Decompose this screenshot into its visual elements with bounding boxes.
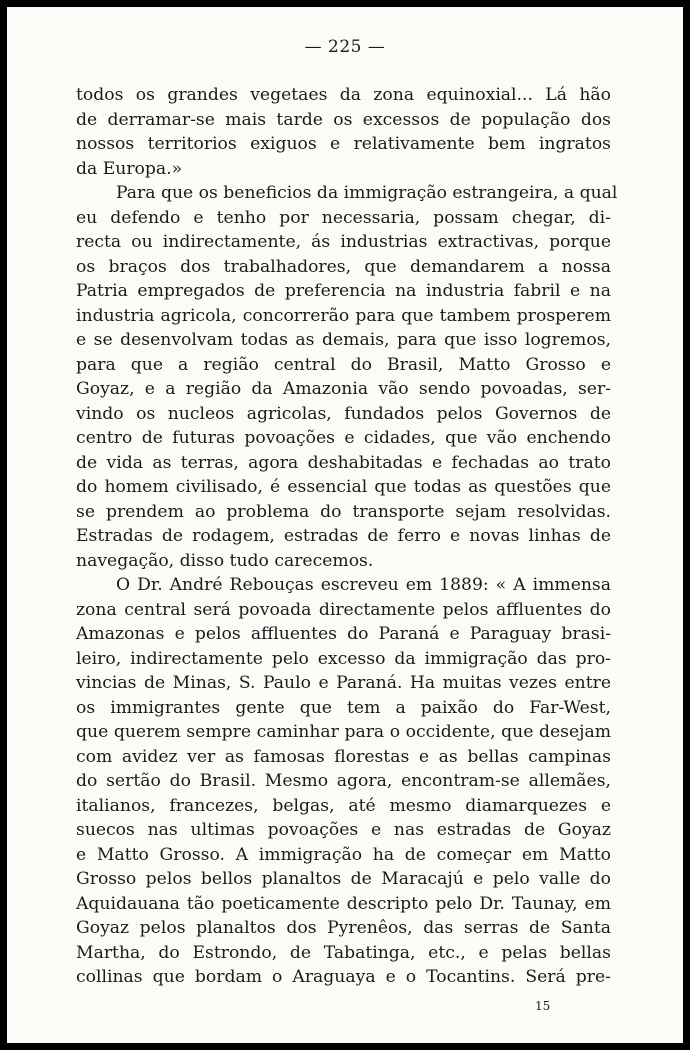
text-line: nossos territorios exiguos e relativamente bem ingratos bbox=[76, 134, 611, 154]
text-line: da Europa.» bbox=[76, 158, 183, 179]
text-line: Grosso pelos bellos planaltos de Maracajú e pelo valle do bbox=[76, 869, 611, 889]
text-line: Para que os beneficios da immigração estrangeira, a qual bbox=[116, 183, 618, 203]
text-line: os braços dos trabalhadores, que demandarem a nossa bbox=[76, 256, 611, 277]
text-line: Amazonas e pelos affluentes do Paraná e Paraguay brasi- bbox=[76, 624, 611, 644]
text-line: collinas que bordam o Araguaya e o Tocantins. Será pre- bbox=[76, 967, 611, 987]
text-line: italianos, francezes, belgas, até mesmo diamarquezes e bbox=[76, 795, 611, 816]
text-line: para que a região central do Brasil, Matto Grosso e bbox=[76, 354, 611, 375]
page-number-header: — 225 — bbox=[304, 37, 386, 57]
text-line: todos os grandes vegetaes da zona equinoxial... Lá hão bbox=[76, 85, 611, 105]
text-line: Martha, do Estrondo, de Tabatinga, etc., e pelas bellas bbox=[76, 942, 611, 963]
signature-mark: 15 bbox=[535, 999, 551, 1013]
text-line: suecos nas ultimas povoações e nas estradas de Goyaz bbox=[76, 820, 611, 840]
text-line: do sertão do Brasil. Mesmo agora, encontram-se allemães, bbox=[76, 771, 611, 791]
text-line: O Dr. André Rebouças escreveu em 1889: « A immensa bbox=[116, 575, 611, 595]
body-text bbox=[76, 83, 618, 990]
text-line: com avidez ver as famosas florestas e as bellas campinas bbox=[76, 746, 611, 767]
text-line: Goyaz pelos planaltos dos Pyrenêos, das serras de Santa bbox=[76, 918, 611, 938]
text-line: eu defendo e tenho por necessaria, possam chegar, di- bbox=[76, 207, 611, 228]
text-line: recta ou indirectamente, ás industrias extractivas, porque bbox=[76, 232, 611, 252]
text-line: se prendem ao problema do transporte sejam resolvidas. bbox=[76, 501, 611, 522]
text-line: Aquidauana tão poeticamente descripto pelo Dr. Taunay, em bbox=[76, 893, 611, 914]
book-page bbox=[7, 7, 683, 1043]
text-line: os immigrantes gente que tem a paixão do Far-West, bbox=[76, 697, 611, 718]
text-line: zona central será povoada directamente pelos affluentes do bbox=[76, 599, 611, 620]
text-line: e se desenvolvam todas as demais, para que isso logremos, bbox=[76, 330, 611, 350]
text-line: vincias de Minas, S. Paulo e Paraná. Ha muitas vezes entre bbox=[76, 673, 611, 693]
text-line: de vida as terras, agora deshabitadas e fechadas ao trato bbox=[76, 452, 611, 473]
text-line: navegação, disso tudo carecemos. bbox=[76, 550, 374, 571]
text-line: leiro, indirectamente pelo excesso da immigração das pro- bbox=[76, 648, 611, 669]
text-line: do homem civilisado, é essencial que todas as questões que bbox=[76, 477, 611, 497]
text-line: Patria empregados de preferencia na industria fabril e na bbox=[76, 281, 611, 301]
text-line: vindo os nucleos agricolas, fundados pelos Governos de bbox=[76, 403, 611, 424]
text-line: industria agricola, concorrerão para que tambem prosperem bbox=[76, 305, 611, 326]
text-line: e Matto Grosso. A immigração ha de começar em Matto bbox=[76, 844, 611, 865]
text-line: Goyaz, e a região da Amazonia vão sendo povoadas, ser- bbox=[76, 379, 611, 399]
text-line: que querem sempre caminhar para o occidente, que desejam bbox=[76, 722, 611, 742]
text-line: Estradas de rodagem, estradas de ferro e novas linhas de bbox=[76, 526, 611, 546]
text-line: de derramar-se mais tarde os excessos de população dos bbox=[76, 109, 611, 130]
text-line: centro de futuras povoações e cidades, que vão enchendo bbox=[76, 428, 611, 448]
